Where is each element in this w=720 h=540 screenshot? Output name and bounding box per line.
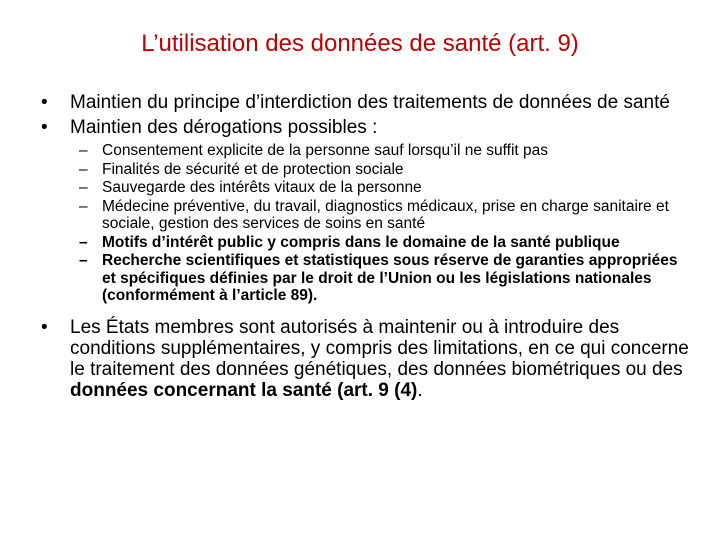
dash-marker: – [79,233,88,251]
dash-marker: – [79,160,88,178]
bullet-text-start: Les États membres sont autorisés à maintenir ou à introduire des conditions supplémentaires, y compris des limitations, en ce qui concerne le traitement des données génétiques, des données biométriques ou des [70,316,689,380]
dash-marker: – [79,142,88,159]
sub-bullet-item-2 [30,161,690,179]
sub-bullet-text: Consentement explicite de la personne sauf lorsqu’il ne suffit pas [102,142,549,159]
sub-bullet-item-3 [30,179,690,197]
bullet-text-end: . [417,379,423,401]
slide-content [30,92,690,405]
bullet-item-3 [30,317,690,401]
sub-bullet-text: Motifs d’intérêt public y compris dans le domaine de la santé publique [102,233,620,251]
dash-marker: – [79,179,88,196]
bullet-item-2 [30,117,690,138]
bullet-marker: • [41,316,48,338]
sub-bullet-item-4 [30,198,690,233]
sub-bullet-item-5 [30,234,690,252]
sub-bullet-text: Finalités de sécurité et de protection sociale [102,160,404,178]
bullet-text: Maintien des dérogations possibles : [70,117,378,138]
sub-bullet-text: Sauvegarde des intérêts vitaux de la personne [102,179,422,196]
bullet-text: Maintien du principe d’interdiction des traitements de données de santé [70,92,670,113]
dash-marker: – [79,252,88,269]
sub-bullet-item-1 [30,142,690,160]
bullet-marker: • [41,92,48,113]
sub-bullet-item-6 [30,252,690,305]
sub-bullet-text: Recherche scientifiques et statistiques sous réserve de garanties appropriées et spécifiques définies par le droit de l’Union ou les législations nationales (conformément à l’article 89). [102,252,678,304]
slide-title: L’utilisation des données de santé (art. 9) [141,30,579,57]
bullet-text-emphasis: données concernant la santé (art. 9 (4) [70,379,418,401]
dash-marker: – [79,197,88,215]
sub-bullet-text: Médecine préventive, du travail, diagnostics médicaux, prise en charge sanitaire et sociale, gestion des services de soins en santé [102,197,669,232]
bullet-marker: • [41,117,48,138]
bullet-item-1 [30,92,690,113]
derogations-list [30,142,690,305]
